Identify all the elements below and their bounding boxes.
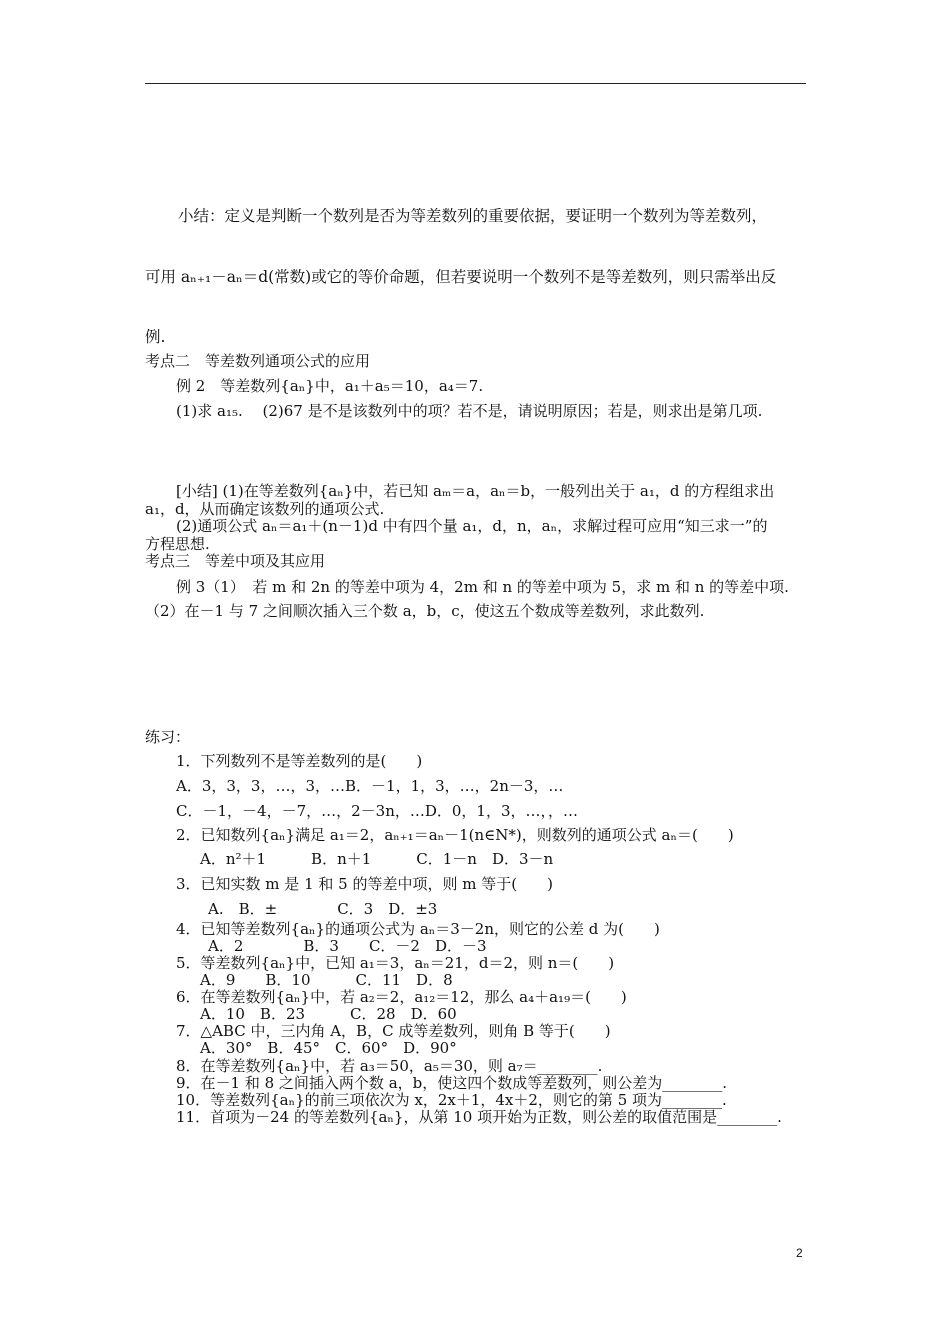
header-rule	[145, 83, 806, 84]
summary-line-1: 小结：定义是判断一个数列是否为等差数列的重要依据，要证明一个数列为等差数列，	[178, 207, 768, 225]
example-3-part-2: （2）在－1 与 7 之间顺次插入三个数 a，b，c，使这五个数成等差数列，求此数列.	[145, 602, 705, 620]
practice-line: 6．在等差数列{aₙ}中，若 a₂＝2，a₁₂＝12，那么 a₄＋a₁₉＝( )	[176, 988, 627, 1006]
summary-line-2: 可用 aₙ₊₁－aₙ＝d(常数)或它的等价命题，但若要说明一个数列不是等差数列，则只需举出反	[145, 268, 777, 286]
practice-line: 9．在－1 和 8 之间插入两个数 a，b，使这四个数成等差数列，则公差为________.	[176, 1074, 728, 1092]
summary-line-3: 例.	[145, 328, 166, 346]
example-2: 例 2 等差数列{aₙ}中，a₁＋a₅＝10，a₄＝7.	[176, 377, 484, 395]
section-heading-point2: 考点二 等差数列通项公式的应用	[145, 352, 371, 370]
practice-line: 1．下列数列不是等差数列的是( )	[176, 752, 423, 770]
practice-line: 7．△ABC 中，三内角 A，B，C 成等差数列，则角 B 等于( )	[176, 1022, 611, 1040]
section-heading-point3: 考点三 等差中项及其应用	[145, 552, 326, 570]
practice-line: 10．等差数列{aₙ}的前三项依次为 x，2x＋1，4x＋2，则它的第 5 项为________.	[176, 1091, 727, 1109]
example-2-questions: (1)求 a₁₅. (2)67 是不是该数列中的项？若不是，请说明原因；若是，则求出是第几项.	[176, 402, 763, 420]
practice-line: 11．首项为－24 的等差数列{aₙ}，从第 10 项开始为正数，则公差的取值范围是________.	[176, 1108, 782, 1126]
note-line-2: a₁，d，从而确定该数列的通项公式.	[145, 500, 385, 518]
practice-line: C．－1，－4，－7，…，2－3n，…D．0，1，3，…，，…	[176, 802, 579, 820]
practice-line: A．10 B．23 C．28 D．60	[200, 1005, 457, 1023]
note-line-1: [小结] (1)在等差数列{aₙ}中，若已知 aₘ＝a，aₙ＝b，一般列出关于 a₁，d 的方程组求出	[176, 482, 775, 500]
practice-line: A. B．± C．3 D．±3	[208, 900, 438, 918]
practice-line: 8．在等差数列{aₙ}中，若 a₃＝50，a₅＝30，则 a₇＝________.	[176, 1057, 603, 1075]
practice-line: 5．等差数列{aₙ}中，已知 a₁＝3，aₙ＝21，d＝2，则 n＝( )	[176, 954, 615, 972]
practice-line: 3．已知实数 m 是 1 和 5 的等差中项，则 m 等于( )	[176, 875, 553, 893]
practice-line: A．3，3，3，…，3，…B．－1，1，3，…，2n－3，…	[176, 777, 564, 795]
page-number: 2	[796, 1246, 803, 1260]
practice-line: 4．已知等差数列{aₙ}的通项公式为 aₙ＝3－2n，则它的公差 d 为( )	[176, 920, 660, 938]
example-3-part-1: 例 3（1） 若 m 和 2n 的等差中项为 4，2m 和 n 的等差中项为 5，求 m 和 n 的等差中项.	[176, 578, 789, 596]
practice-title: 练习：	[145, 728, 191, 746]
practice-line: A．9 B．10 C．11 D．8	[200, 971, 453, 989]
note-line-3: (2)通项公式 aₙ＝a₁＋(n－1)d 中有四个量 a₁，d，n，aₙ，求解过程可应用“知三求一”的	[176, 517, 768, 535]
note-line-4: 方程思想.	[145, 535, 210, 553]
practice-line: A．n²＋1 B．n＋1 C．1－n D．3－n	[200, 850, 554, 868]
practice-line: 2．已知数列{aₙ}满足 a₁＝2，aₙ₊₁＝aₙ－1(n∈N*)，则数列的通项公式 aₙ＝( )	[176, 826, 734, 844]
practice-line: A．30° B．45° C．60° D．90°	[200, 1039, 457, 1057]
practice-line: A．2 B．3 C．－2 D．－3	[208, 937, 487, 955]
